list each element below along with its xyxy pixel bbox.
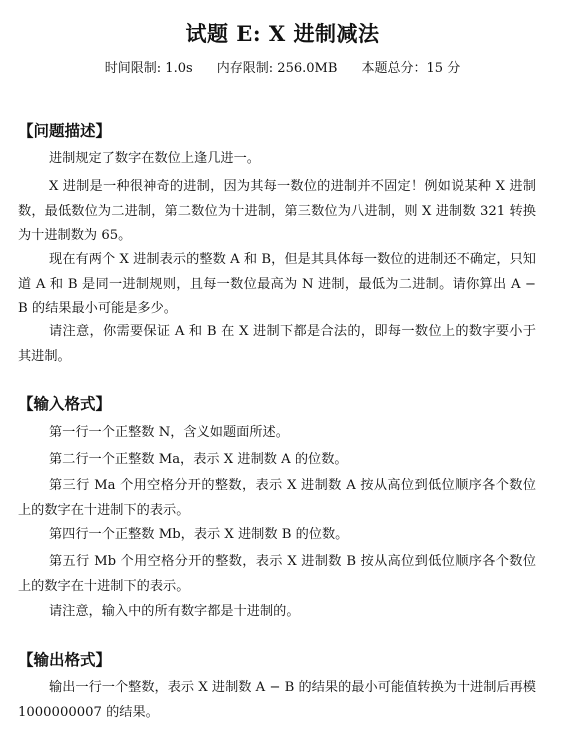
problem-paragraph: X 进制是一种很神奇的进制，因为其每一数位的进制并不固定！例如说某种 X 进制数，最低数位为二进制，第二数位为十进制，第三数位为八进制，则 X 进制数 321 转换为十进制数为 65。	[18, 179, 536, 243]
input-paragraph: 第四行一个正整数 Mb，表示 X 进制数 B 的位数。	[49, 527, 349, 542]
total-score: 本题总分：15 分	[361, 61, 461, 76]
output-format-heading: 【输出格式】	[18, 651, 112, 669]
problem-meta	[0, 57, 565, 76]
problem-description-heading: 【问题描述】	[18, 122, 112, 140]
input-paragraph: 第一行一个正整数 N，含义如题面所述。	[49, 425, 289, 440]
memory-limit: 内存限制: 256.0MB	[216, 61, 338, 76]
input-paragraph: 第二行一个正整数 Ma，表示 X 进制数 A 的位数。	[49, 452, 348, 467]
time-limit: 时间限制: 1.0s	[104, 61, 193, 76]
input-format-heading: 【输入格式】	[18, 395, 112, 413]
input-paragraph: 第三行 Ma 个用空格分开的整数，表示 X 进制数 A 按从高位到低位顺序各个数位上的数字在十进制下的表示。	[18, 478, 536, 518]
output-paragraph: 输出一行一个整数，表示 X 进制数 A − B 的结果的最小可能值转换为十进制后再模 1000000007 的结果。	[18, 680, 536, 720]
problem-paragraph: 进制规定了数字在数位上逢几进一。	[49, 151, 260, 166]
problem-paragraph: 现在有两个 X 进制表示的整数 A 和 B，但是其具体每一数位的进制还不确定，只知道 A 和 B 是同一进制规则，且每一数位最高为 N 进制，最低为二进制。请你算出 A − B 的结果最小可能是多少。	[18, 252, 536, 316]
problem-title: 试题 E: X 进制减法	[185, 21, 380, 46]
problem-paragraph: 请注意，你需要保证 A 和 B 在 X 进制下都是合法的，即每一数位上的数字要小于其进制。	[18, 324, 536, 364]
input-paragraph: 第五行 Mb 个用空格分开的整数，表示 X 进制数 B 按从高位到低位顺序各个数位上的数字在十进制下的表示。	[18, 554, 536, 594]
input-paragraph: 请注意，输入中的所有数字都是十进制的。	[49, 604, 300, 619]
